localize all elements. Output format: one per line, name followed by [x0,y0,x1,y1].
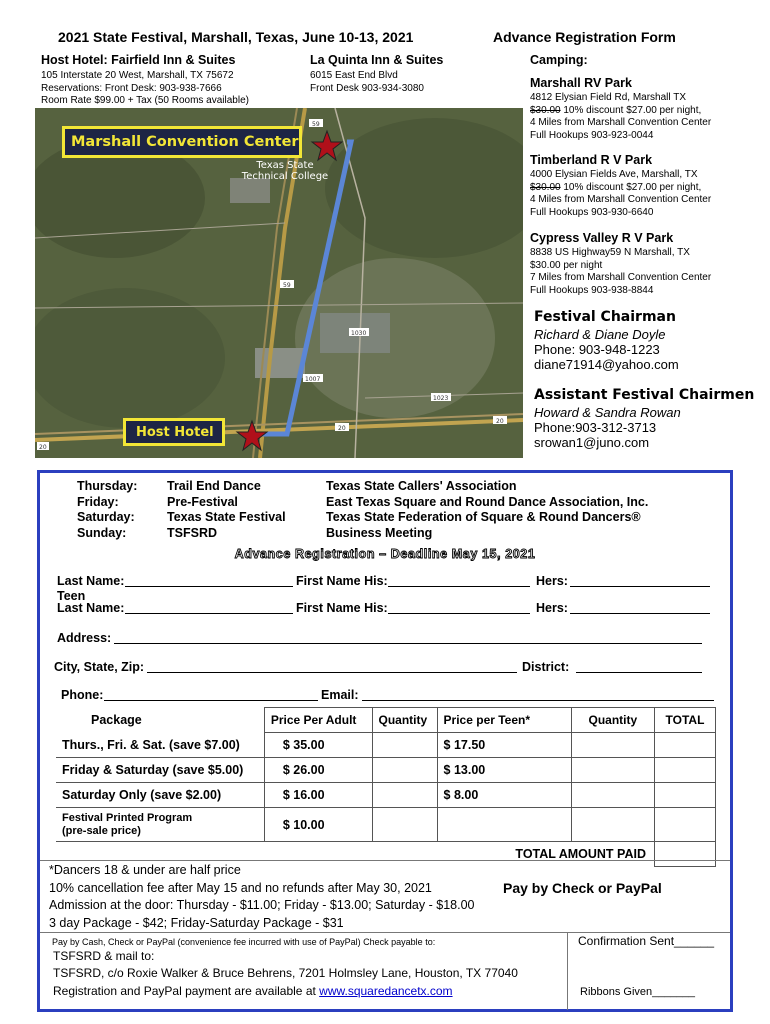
schedule-days [77,479,137,541]
adult-quantity-cell[interactable] [372,808,437,842]
city-field[interactable] [147,659,517,673]
festival-title: 2021 State Festival, Marshall, Texas, June 10-13, 2021 [58,29,414,45]
notes-divider [40,860,730,861]
park-price: $30.00 per night [530,259,603,271]
package-name-line1: Festival Printed Program [62,811,193,824]
teen-price: $ 8.00 [437,783,571,808]
teen-hers-field[interactable] [570,600,710,614]
schedule-day: Friday: [77,494,119,509]
teen-quantity-cell[interactable] [571,758,654,783]
schedule-event: TSFSRD [167,525,217,540]
col-header-quantity-teen: Quantity [571,708,654,733]
road-shield: 20 [496,418,504,425]
first-name-his-label: First Name His: [296,574,388,588]
adult-quantity-cell[interactable] [372,783,437,808]
col-header-price-adult: Price Per Adult [264,708,372,733]
park-address: 4000 Elysian Fields Ave, Marshall, TX [530,169,698,180]
road-shield: 59 [312,121,320,128]
host-hotel-rate: Room Rate $99.00 + Tax (50 Rooms available) [41,95,249,106]
road-shield: 1030 [351,330,367,337]
schedule-day: Sunday: [77,525,127,540]
online-text: Registration and PayPal payment are available at [53,984,320,998]
adult-price: $ 16.00 [264,783,372,808]
phone-label: Phone: [61,688,104,702]
assistant-section [534,387,754,450]
package-table [56,707,716,867]
registration-form [37,470,733,1012]
host-hotel-address: 105 Interstate 20 West, Marshall, TX 75672 [41,70,234,81]
col-header-package: Package [91,713,142,727]
adult-price: $ 10.00 [264,808,372,842]
online-info [53,984,453,998]
ribbons-given: Ribbons Given_______ [580,986,695,998]
road-shield: 20 [39,444,47,451]
website-link[interactable]: www.squaredancetx.com [319,984,453,998]
note-line: 10% cancellation fee after May 15 and no refunds after May 30, 2021 [49,880,432,895]
package-name: Thurs., Fri. & Sat. (save $7.00) [56,733,264,758]
schedule-event: Texas State Festival [167,510,286,524]
chairman-email: diane71914@yahoo.com [534,357,679,372]
total-cell[interactable] [654,733,715,758]
adult-price: $ 35.00 [264,733,372,758]
address-label: Address: [57,631,112,645]
park-distance: 7 Miles from Marshall Convention Center [530,272,712,283]
schedule-events [167,479,286,541]
teen-price: $ 13.00 [437,758,571,783]
assistant-names: Howard & Sandra Rowan [534,405,681,420]
table-row [56,733,716,758]
teen-hers-label: Hers: [536,601,568,615]
adult-quantity-cell[interactable] [372,733,437,758]
district-label: District: [522,660,570,674]
teen-last-name-field[interactable] [125,600,293,614]
email-label: Email: [321,688,359,702]
la-quinta-name: La Quinta Inn & Suites [310,53,444,67]
road-shield: 1007 [305,376,321,383]
email-field[interactable] [362,687,714,701]
note-line: Admission at the door: Thursday - $11.00; Friday - $13.00; Saturday - $18.00 [49,898,475,912]
host-hotel-callout: Host Hotel [123,418,225,446]
park-distance: 4 Miles from Marshall Convention Center [530,117,712,128]
schedule-event: Pre-Festival [167,494,238,509]
adult-price: $ 26.00 [264,758,372,783]
park-name: Marshall RV Park [530,76,632,90]
chairman-heading: Festival Chairman [534,309,676,325]
last-name-label: Last Name: [57,574,125,588]
form-title: Advance Registration Form [493,29,676,45]
schedule-org: Business Meeting [326,525,433,540]
teen-quantity-cell[interactable] [571,808,654,842]
host-hotel-name: Host Hotel: Fairfield Inn & Suites [41,53,236,67]
assistant-email: srowan1@juno.com [534,435,650,450]
pay-by-text: Pay by Check or PayPal [503,880,662,896]
total-cell[interactable] [654,808,715,842]
assistant-phone: Phone:903-312-3713 [534,420,657,435]
schedule-day: Thursday: [77,479,138,493]
package-name-line2: (pre-sale price) [62,824,141,837]
road-shield: 20 [338,425,346,432]
park-name: Cypress Valley R V Park [530,231,674,245]
note-line: 3 day Package - $42; Friday-Saturday Package - $31 [49,915,344,930]
col-header-total: TOTAL [654,708,715,733]
road-shield: 1023 [433,395,449,402]
total-amount-cell[interactable] [654,842,715,867]
teen-label: Teen [57,589,86,603]
college-label: Texas State Technical College [241,160,329,182]
camping-heading: Camping: [530,53,588,67]
hers-field[interactable] [570,573,710,587]
deadline-banner: Advance Registration – Deadline May 15, 2021 [234,547,536,561]
park-name: Timberland R V Park [530,153,653,167]
camping-section [530,53,760,297]
teen-first-name-field[interactable] [388,600,530,614]
address-field[interactable] [114,630,702,644]
la-quinta-hotel [310,53,443,95]
package-name: Saturday Only (save $2.00) [56,783,264,808]
assistant-heading: Assistant Festival Chairmen [534,387,755,403]
city-label: City, State, Zip: [54,660,145,674]
last-name-field[interactable] [125,573,293,587]
la-quinta-phone: Front Desk 903-934-3080 [310,82,424,94]
hers-label: Hers: [536,574,568,588]
note-line: *Dancers 18 & under are half price [49,863,241,877]
park-old-price: $30.00 [530,181,561,193]
chairman-names: Richard & Diane Doyle [534,327,666,342]
adult-quantity-cell[interactable] [372,758,437,783]
table-row [56,758,716,783]
park-hookups: Full Hookups 903-938-8844 [530,284,654,296]
chairman-section [534,309,679,372]
first-name-his-field[interactable] [388,573,530,587]
district-field[interactable] [576,659,702,673]
schedule-org: Texas State Federation of Square & Round Dancers® [326,510,641,524]
col-header-price-teen: Price per Teen* [437,708,571,733]
location-map [35,108,523,458]
park-address: 8838 US Highway59 N Marshall, TX [530,247,690,258]
total-amount-label: TOTAL AMOUNT PAID [515,847,646,862]
road-shield: 59 [283,282,291,289]
teen-quantity-cell[interactable] [571,733,654,758]
host-hotel-reservations: Reservations: Front Desk: 903-938-7666 [41,82,222,94]
pay-note: Pay by Cash, Check or PayPal (convenience fee incurred with use of PayPal) Check payable to: [52,937,436,947]
col-header-quantity: Quantity [372,708,437,733]
payee: TSFSRD & mail to: [53,949,155,963]
package-name: Friday & Saturday (save $5.00) [56,758,264,783]
teen-quantity-cell[interactable] [571,783,654,808]
teen-first-name-label: First Name His: [296,601,388,615]
confirmation-sent: Confirmation Sent______ [578,934,715,948]
schedule-day: Saturday: [77,510,135,524]
park-hookups: Full Hookups 903-930-6640 [530,206,654,218]
park-hookups: Full Hookups 903-923-0044 [530,129,654,141]
la-quinta-address: 6015 East End Blvd [310,70,398,81]
teen-price: $ 17.50 [437,733,571,758]
park-discount: 10% discount $27.00 per night, [560,181,702,193]
host-hotel [41,53,249,108]
park-distance: 4 Miles from Marshall Convention Center [530,194,712,205]
teen-price [437,808,571,842]
table-header-row [56,708,716,733]
park-old-price: $30.00 [530,104,561,116]
convention-center-callout: Marshall Convention Center [62,126,302,158]
notes [49,862,474,932]
footer-divider [40,932,730,933]
chairman-phone: Phone: 903-948-1223 [534,342,660,357]
total-cell[interactable] [654,783,715,808]
schedule-event: Trail End Dance [167,479,261,493]
park-price [530,105,760,118]
schedule-org: East Texas Square and Round Dance Association, Inc. [326,494,649,509]
phone-field[interactable] [104,687,318,701]
package-name [56,808,264,842]
table-row [56,783,716,808]
schedule-orgs [326,479,648,541]
park-address: 4812 Elysian Field Rd, Marshall TX [530,92,686,103]
table-row [56,808,716,842]
teen-last-name-label: Last Name: [57,601,125,615]
mail-address: TSFSRD, c/o Roxie Walker & Bruce Behrens, 7201 Holmsley Lane, Houston, TX 77040 [53,966,518,980]
park-discount: 10% discount $27.00 per night, [560,104,702,116]
schedule-org: Texas State Callers' Association [326,479,517,493]
total-cell[interactable] [654,758,715,783]
footer-vertical-divider [567,932,568,1010]
park-price [530,182,760,195]
